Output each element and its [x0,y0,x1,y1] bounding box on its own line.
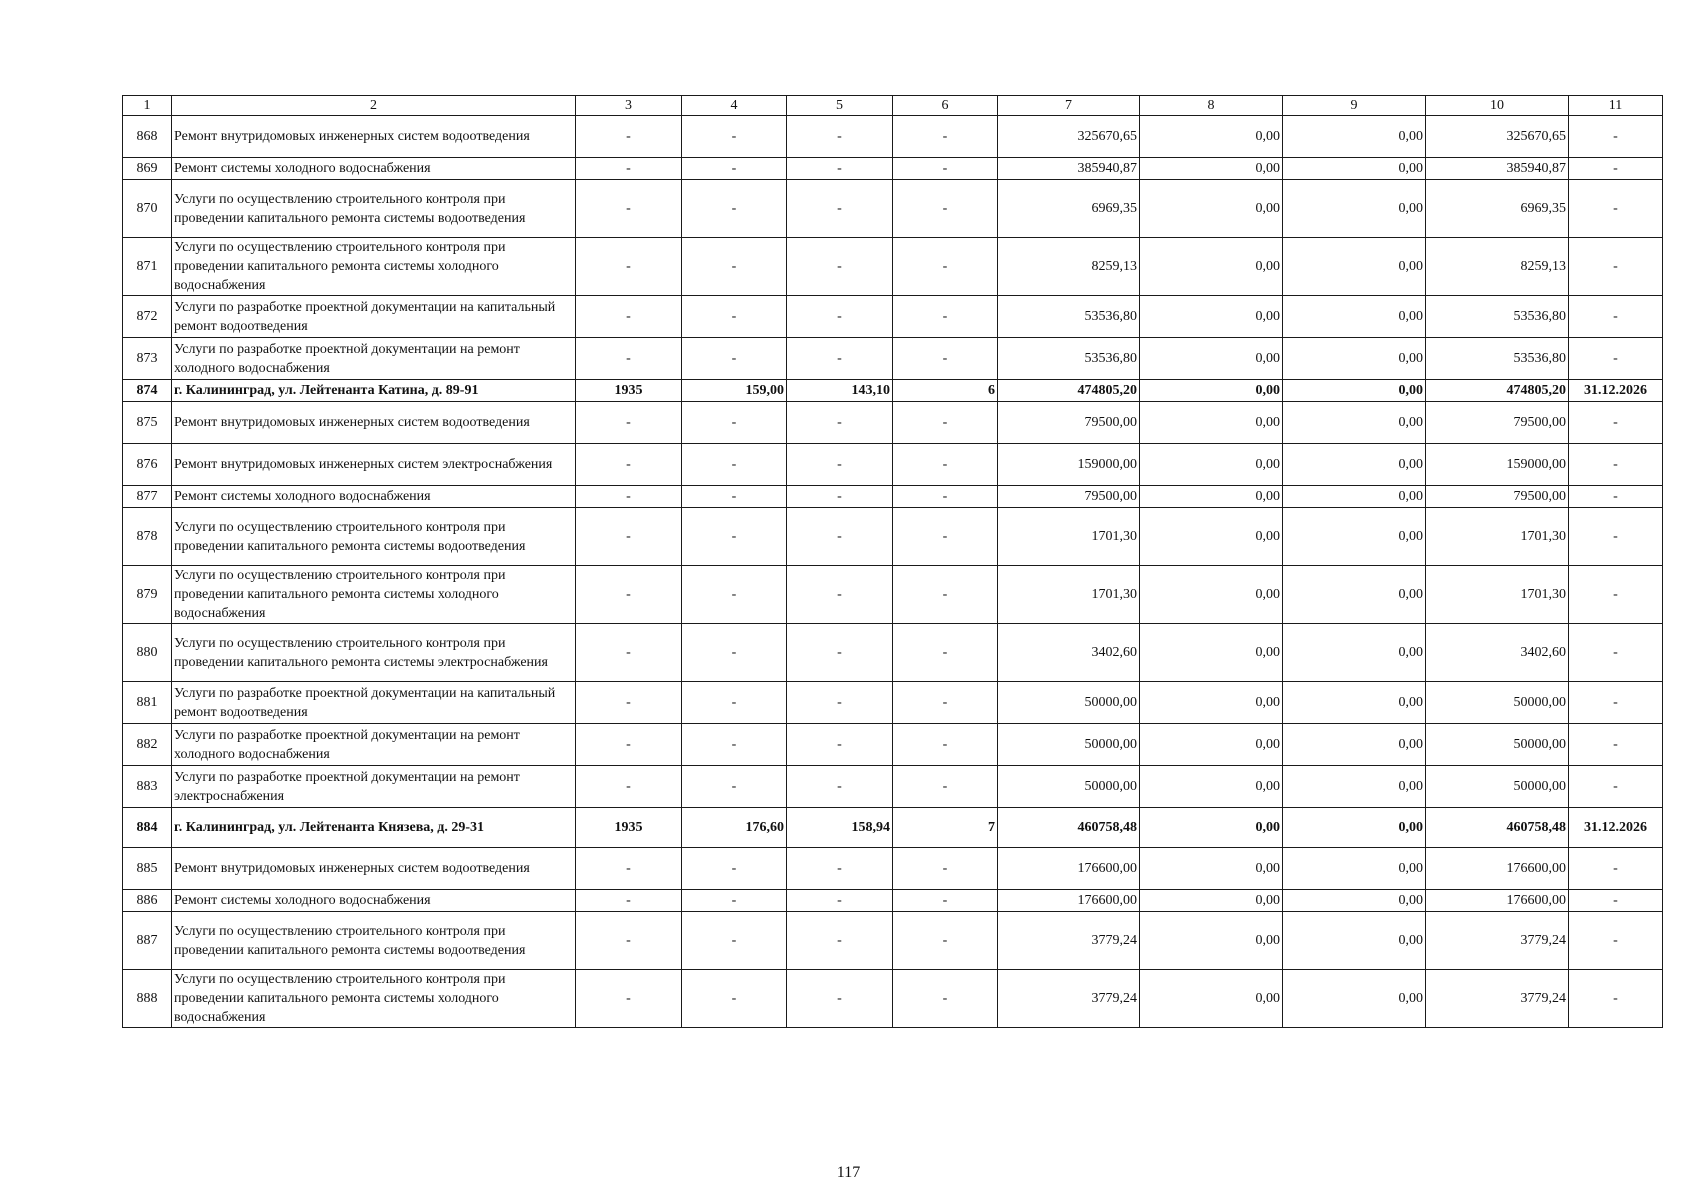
floors-cell: - [893,890,998,912]
area-total-cell: - [682,338,787,380]
deadline-cell: 31.12.2026 [1569,808,1663,848]
row-number-cell: 879 [123,566,172,624]
area-total-cell: - [682,444,787,486]
area-total-cell: - [682,912,787,970]
table-row [123,566,1663,624]
fund-cost-9-cell: 0,00 [1283,116,1426,158]
table-row [123,724,1663,766]
fund-cost-9-cell: 0,00 [1283,338,1426,380]
total-cost-cell: 474805,20 [998,380,1140,402]
total-cost-cell: 6969,35 [998,180,1140,238]
fund-cost-9-cell: 0,00 [1283,724,1426,766]
total-cost-cell: 3402,60 [998,624,1140,682]
area-living-cell: - [787,682,893,724]
deadline-cell: - [1569,724,1663,766]
work-description-cell: Услуги по разработке проектной документации на капитальный ремонт водоотведения [172,296,576,338]
fund-cost-8-cell: 0,00 [1140,724,1283,766]
total-cost-cell: 53536,80 [998,338,1140,380]
area-living-cell: - [787,116,893,158]
column-header: 5 [787,96,893,116]
row-number-cell: 888 [123,970,172,1028]
work-description-cell: Услуги по осуществлению строительного контроля при проведении капитального ремонта системы холодного водоснабжения [172,566,576,624]
table-row [123,682,1663,724]
year-built-cell: - [576,296,682,338]
table-row [123,180,1663,238]
owner-funds-cell: 79500,00 [1426,486,1569,508]
fund-cost-8-cell: 0,00 [1140,486,1283,508]
area-total-cell: - [682,766,787,808]
total-cost-cell: 79500,00 [998,402,1140,444]
table-row [123,508,1663,566]
fund-cost-8-cell: 0,00 [1140,624,1283,682]
area-total-cell: - [682,508,787,566]
fund-cost-8-cell: 0,00 [1140,970,1283,1028]
total-cost-cell: 53536,80 [998,296,1140,338]
fund-cost-9-cell: 0,00 [1283,890,1426,912]
floors-cell: - [893,158,998,180]
area-living-cell: - [787,338,893,380]
owner-funds-cell: 385940,87 [1426,158,1569,180]
area-total-cell: - [682,238,787,296]
fund-cost-8-cell: 0,00 [1140,808,1283,848]
fund-cost-9-cell: 0,00 [1283,158,1426,180]
floors-cell: 7 [893,808,998,848]
row-number-cell: 873 [123,338,172,380]
area-total-cell: - [682,566,787,624]
fund-cost-9-cell: 0,00 [1283,808,1426,848]
work-description-cell: г. Калининград, ул. Лейтенанта Князева, д. 29-31 [172,808,576,848]
deadline-cell: - [1569,338,1663,380]
fund-cost-8-cell: 0,00 [1140,566,1283,624]
area-total-cell: - [682,402,787,444]
floors-cell: - [893,912,998,970]
area-total-cell: - [682,682,787,724]
table-row [123,848,1663,890]
area-total-cell: - [682,116,787,158]
area-living-cell: - [787,724,893,766]
deadline-cell: - [1569,624,1663,682]
fund-cost-8-cell: 0,00 [1140,444,1283,486]
area-living-cell: - [787,158,893,180]
row-number-cell: 868 [123,116,172,158]
row-number-cell: 884 [123,808,172,848]
row-number-cell: 875 [123,402,172,444]
deadline-cell: - [1569,238,1663,296]
fund-cost-8-cell: 0,00 [1140,116,1283,158]
area-total-cell: 176,60 [682,808,787,848]
address-row [123,808,1663,848]
fund-cost-9-cell: 0,00 [1283,624,1426,682]
work-description-cell: Ремонт системы холодного водоснабжения [172,890,576,912]
floors-cell: - [893,508,998,566]
owner-funds-cell: 6969,35 [1426,180,1569,238]
total-cost-cell: 79500,00 [998,486,1140,508]
deadline-cell: - [1569,566,1663,624]
page-number: 117 [836,1164,861,1181]
year-built-cell: - [576,116,682,158]
deadline-cell: - [1569,296,1663,338]
year-built-cell: - [576,912,682,970]
column-header: 2 [172,96,576,116]
fund-cost-9-cell: 0,00 [1283,848,1426,890]
fund-cost-8-cell: 0,00 [1140,338,1283,380]
total-cost-cell: 159000,00 [998,444,1140,486]
total-cost-cell: 3779,24 [998,970,1140,1028]
area-total-cell: 159,00 [682,380,787,402]
work-description-cell: Услуги по разработке проектной документации на ремонт холодного водоснабжения [172,724,576,766]
fund-cost-9-cell: 0,00 [1283,682,1426,724]
fund-cost-9-cell: 0,00 [1283,912,1426,970]
area-living-cell: - [787,180,893,238]
row-number-cell: 887 [123,912,172,970]
deadline-cell: - [1569,180,1663,238]
column-header: 1 [123,96,172,116]
deadline-cell: - [1569,912,1663,970]
area-living-cell: - [787,566,893,624]
area-total-cell: - [682,724,787,766]
area-living-cell: - [787,848,893,890]
area-living-cell: - [787,766,893,808]
column-number-header-row [123,96,1663,116]
total-cost-cell: 325670,65 [998,116,1140,158]
deadline-cell: - [1569,890,1663,912]
total-cost-cell: 3779,24 [998,912,1140,970]
work-description-cell: Ремонт внутридомовых инженерных систем водоотведения [172,848,576,890]
owner-funds-cell: 3402,60 [1426,624,1569,682]
row-number-cell: 876 [123,444,172,486]
work-description-cell: Ремонт системы холодного водоснабжения [172,158,576,180]
deadline-cell: 31.12.2026 [1569,380,1663,402]
area-living-cell: - [787,296,893,338]
work-description-cell: Ремонт внутридомовых инженерных систем водоотведения [172,116,576,158]
deadline-cell: - [1569,682,1663,724]
fund-cost-8-cell: 0,00 [1140,890,1283,912]
row-number-cell: 877 [123,486,172,508]
area-living-cell: - [787,970,893,1028]
table-row [123,402,1663,444]
total-cost-cell: 176600,00 [998,848,1140,890]
floors-cell: - [893,486,998,508]
area-total-cell: - [682,158,787,180]
work-description-cell: Услуги по осуществлению строительного контроля при проведении капитального ремонта системы водоотведения [172,180,576,238]
deadline-cell: - [1569,444,1663,486]
floors-cell: - [893,296,998,338]
owner-funds-cell: 50000,00 [1426,724,1569,766]
work-description-cell: Услуги по осуществлению строительного контроля при проведении капитального ремонта системы водоотведения [172,912,576,970]
row-number-cell: 882 [123,724,172,766]
fund-cost-9-cell: 0,00 [1283,486,1426,508]
floors-cell: - [893,682,998,724]
table-row [123,766,1663,808]
deadline-cell: - [1569,116,1663,158]
year-built-cell: - [576,158,682,180]
row-number-cell: 883 [123,766,172,808]
year-built-cell: - [576,624,682,682]
owner-funds-cell: 1701,30 [1426,566,1569,624]
fund-cost-9-cell: 0,00 [1283,444,1426,486]
row-number-cell: 872 [123,296,172,338]
year-built-cell: - [576,766,682,808]
floors-cell: - [893,444,998,486]
work-description-cell: г. Калининград, ул. Лейтенанта Катина, д. 89-91 [172,380,576,402]
floors-cell: - [893,180,998,238]
table-row [123,116,1663,158]
owner-funds-cell: 176600,00 [1426,890,1569,912]
year-built-cell: - [576,724,682,766]
area-total-cell: - [682,180,787,238]
row-number-cell: 874 [123,380,172,402]
fund-cost-8-cell: 0,00 [1140,380,1283,402]
fund-cost-9-cell: 0,00 [1283,508,1426,566]
fund-cost-9-cell: 0,00 [1283,566,1426,624]
owner-funds-cell: 176600,00 [1426,848,1569,890]
table-row [123,970,1663,1028]
work-description-cell: Услуги по разработке проектной документации на ремонт холодного водоснабжения [172,338,576,380]
owner-funds-cell: 53536,80 [1426,338,1569,380]
floors-cell: - [893,338,998,380]
year-built-cell: 1935 [576,380,682,402]
area-living-cell: - [787,486,893,508]
floors-cell: - [893,566,998,624]
area-living-cell: - [787,890,893,912]
deadline-cell: - [1569,970,1663,1028]
column-header: 3 [576,96,682,116]
address-row [123,380,1663,402]
table-body [123,96,1663,1028]
floors-cell: 6 [893,380,998,402]
work-description-cell: Ремонт внутридомовых инженерных систем водоотведения [172,402,576,444]
deadline-cell: - [1569,486,1663,508]
fund-cost-9-cell: 0,00 [1283,402,1426,444]
year-built-cell: - [576,848,682,890]
year-built-cell: - [576,508,682,566]
deadline-cell: - [1569,848,1663,890]
row-number-cell: 878 [123,508,172,566]
fund-cost-9-cell: 0,00 [1283,238,1426,296]
fund-cost-8-cell: 0,00 [1140,912,1283,970]
area-total-cell: - [682,890,787,912]
table-row [123,624,1663,682]
owner-funds-cell: 325670,65 [1426,116,1569,158]
owner-funds-cell: 474805,20 [1426,380,1569,402]
work-description-cell: Услуги по разработке проектной документации на капитальный ремонт водоотведения [172,682,576,724]
floors-cell: - [893,116,998,158]
fund-cost-8-cell: 0,00 [1140,682,1283,724]
work-description-cell: Услуги по осуществлению строительного контроля при проведении капитального ремонта системы электроснабжения [172,624,576,682]
column-header: 7 [998,96,1140,116]
fund-cost-9-cell: 0,00 [1283,970,1426,1028]
fund-cost-9-cell: 0,00 [1283,296,1426,338]
year-built-cell: - [576,682,682,724]
total-cost-cell: 8259,13 [998,238,1140,296]
year-built-cell: - [576,566,682,624]
fund-cost-8-cell: 0,00 [1140,158,1283,180]
area-total-cell: - [682,486,787,508]
work-description-cell: Услуги по разработке проектной документации на ремонт электроснабжения [172,766,576,808]
fund-cost-8-cell: 0,00 [1140,766,1283,808]
column-header: 10 [1426,96,1569,116]
area-living-cell: 143,10 [787,380,893,402]
row-number-cell: 881 [123,682,172,724]
area-living-cell: - [787,238,893,296]
owner-funds-cell: 8259,13 [1426,238,1569,296]
table-row [123,912,1663,970]
owner-funds-cell: 50000,00 [1426,682,1569,724]
owner-funds-cell: 460758,48 [1426,808,1569,848]
deadline-cell: - [1569,402,1663,444]
column-header: 11 [1569,96,1663,116]
total-cost-cell: 50000,00 [998,766,1140,808]
area-living-cell: - [787,508,893,566]
work-description-cell: Услуги по осуществлению строительного контроля при проведении капитального ремонта системы холодного водоснабжения [172,970,576,1028]
column-header: 8 [1140,96,1283,116]
total-cost-cell: 460758,48 [998,808,1140,848]
area-total-cell: - [682,296,787,338]
area-living-cell: - [787,624,893,682]
table-row [123,338,1663,380]
column-header: 4 [682,96,787,116]
fund-cost-8-cell: 0,00 [1140,848,1283,890]
floors-cell: - [893,970,998,1028]
fund-cost-8-cell: 0,00 [1140,402,1283,444]
floors-cell: - [893,238,998,296]
work-description-cell: Услуги по осуществлению строительного контроля при проведении капитального ремонта системы холодного водоснабжения [172,238,576,296]
total-cost-cell: 50000,00 [998,682,1140,724]
table-row [123,238,1663,296]
area-living-cell: - [787,444,893,486]
work-description-cell: Ремонт системы холодного водоснабжения [172,486,576,508]
year-built-cell: 1935 [576,808,682,848]
area-living-cell: - [787,912,893,970]
owner-funds-cell: 1701,30 [1426,508,1569,566]
area-total-cell: - [682,624,787,682]
deadline-cell: - [1569,766,1663,808]
area-total-cell: - [682,970,787,1028]
table-row [123,158,1663,180]
works-table [122,95,1663,1028]
table-row [123,890,1663,912]
year-built-cell: - [576,890,682,912]
table-row [123,296,1663,338]
year-built-cell: - [576,486,682,508]
fund-cost-9-cell: 0,00 [1283,180,1426,238]
row-number-cell: 870 [123,180,172,238]
owner-funds-cell: 50000,00 [1426,766,1569,808]
total-cost-cell: 1701,30 [998,508,1140,566]
owner-funds-cell: 159000,00 [1426,444,1569,486]
owner-funds-cell: 79500,00 [1426,402,1569,444]
area-living-cell: 158,94 [787,808,893,848]
row-number-cell: 869 [123,158,172,180]
floors-cell: - [893,766,998,808]
floors-cell: - [893,624,998,682]
fund-cost-8-cell: 0,00 [1140,180,1283,238]
work-description-cell: Услуги по осуществлению строительного контроля при проведении капитального ремонта системы водоотведения [172,508,576,566]
owner-funds-cell: 3779,24 [1426,970,1569,1028]
total-cost-cell: 385940,87 [998,158,1140,180]
column-header: 9 [1283,96,1426,116]
total-cost-cell: 1701,30 [998,566,1140,624]
year-built-cell: - [576,238,682,296]
row-number-cell: 880 [123,624,172,682]
fund-cost-8-cell: 0,00 [1140,508,1283,566]
area-living-cell: - [787,402,893,444]
year-built-cell: - [576,180,682,238]
row-number-cell: 885 [123,848,172,890]
total-cost-cell: 176600,00 [998,890,1140,912]
year-built-cell: - [576,402,682,444]
deadline-cell: - [1569,508,1663,566]
work-description-cell: Ремонт внутридомовых инженерных систем электроснабжения [172,444,576,486]
row-number-cell: 886 [123,890,172,912]
year-built-cell: - [576,970,682,1028]
row-number-cell: 871 [123,238,172,296]
floors-cell: - [893,724,998,766]
fund-cost-8-cell: 0,00 [1140,238,1283,296]
floors-cell: - [893,848,998,890]
year-built-cell: - [576,338,682,380]
table-row [123,486,1663,508]
area-total-cell: - [682,848,787,890]
floors-cell: - [893,402,998,444]
year-built-cell: - [576,444,682,486]
deadline-cell: - [1569,158,1663,180]
owner-funds-cell: 53536,80 [1426,296,1569,338]
owner-funds-cell: 3779,24 [1426,912,1569,970]
fund-cost-9-cell: 0,00 [1283,380,1426,402]
table-row [123,444,1663,486]
fund-cost-9-cell: 0,00 [1283,766,1426,808]
column-header: 6 [893,96,998,116]
fund-cost-8-cell: 0,00 [1140,296,1283,338]
total-cost-cell: 50000,00 [998,724,1140,766]
